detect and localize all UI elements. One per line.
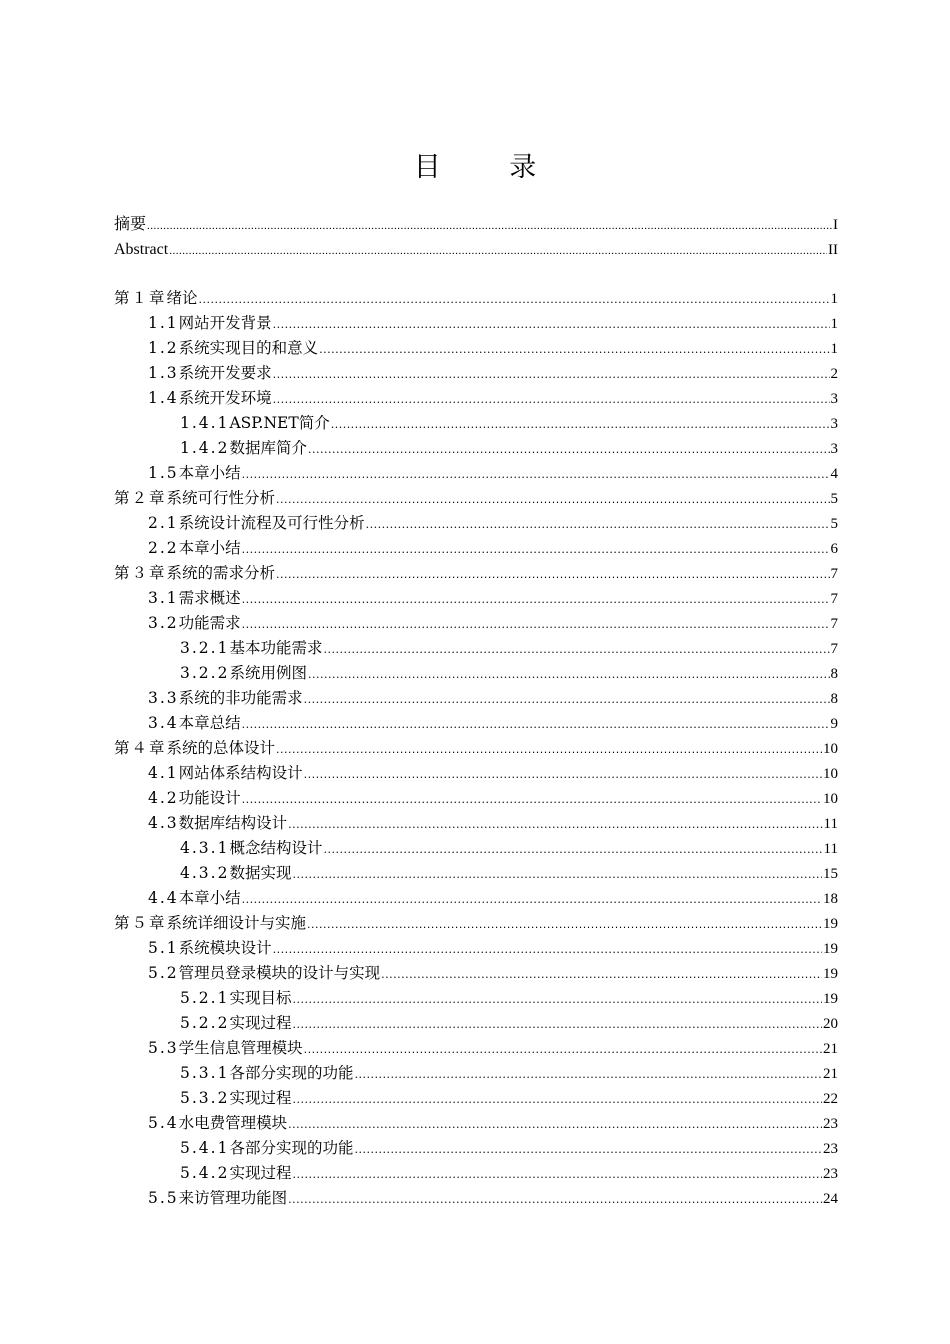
toc-entry-label: 管理员登录模块的设计与实现 <box>178 964 381 982</box>
toc-entry-label: 实现过程 <box>229 1014 292 1032</box>
toc-section[interactable] <box>114 511 838 536</box>
toc-entry-number: 1.2 <box>148 339 179 357</box>
toc-page-number: 9 <box>830 716 838 732</box>
toc-entry-label: 系统用例图 <box>229 664 307 682</box>
toc-entry-number: 4.1 <box>148 764 179 782</box>
toc-entry-number: 5.4 <box>148 1114 179 1132</box>
toc-leader-dots <box>323 837 822 862</box>
toc-entry-label: 系统开发要求 <box>178 364 272 382</box>
toc-entry-number: 5.4.2 <box>180 1164 230 1182</box>
toc-entry-number: 2.1 <box>148 514 179 532</box>
toc-page-number: 6 <box>830 541 838 557</box>
toc-page-number: 10 <box>823 791 838 807</box>
toc-page-number: 3 <box>830 391 838 407</box>
toc-entry-number: 5.3.1 <box>180 1064 230 1082</box>
toc-entry-label: 摘要 <box>114 216 147 233</box>
toc-page-number: 2 <box>830 366 838 382</box>
toc-leader-dots <box>288 1187 822 1212</box>
toc-leader-dots <box>273 937 822 962</box>
toc-entry-number: 4.3 <box>148 814 179 832</box>
toc-leader-dots <box>354 1062 822 1087</box>
toc-leader-dots <box>273 312 830 337</box>
toc-entry-number: 3.3 <box>148 689 179 707</box>
toc-chapter[interactable] <box>114 911 838 936</box>
toc-leader-dots <box>169 239 827 264</box>
toc-leader-dots <box>381 962 822 987</box>
toc-leader-dots <box>276 737 822 762</box>
toc-page-number: 11 <box>823 841 838 857</box>
toc-entry-number: 第５章 <box>114 914 167 932</box>
toc-chapter[interactable] <box>114 286 838 311</box>
toc-section[interactable] <box>114 1011 838 1036</box>
toc-page-number: 8 <box>830 666 838 682</box>
toc-entry-label: 系统实现目的和意义 <box>178 339 319 357</box>
toc-page-number: 19 <box>823 991 838 1007</box>
toc-entry-number: 4.3.1 <box>180 839 230 857</box>
toc-entry-label: 本章总结 <box>178 714 241 732</box>
toc-entry-number: 5.3.2 <box>180 1089 230 1107</box>
toc-leader-dots <box>308 662 830 687</box>
toc-section[interactable] <box>114 861 838 886</box>
toc-entry-label: 本章小结 <box>178 464 241 482</box>
toc-entry-number: 第２章 <box>114 489 167 507</box>
toc-section[interactable] <box>114 1086 838 1111</box>
toc-entry-label: 功能设计 <box>178 789 241 807</box>
toc-page-number: 1 <box>830 341 838 357</box>
toc-entry-number: 第１章 <box>114 289 167 307</box>
toc-chapter[interactable] <box>114 561 838 586</box>
toc-entry-label: 系统详细设计与实施 <box>166 914 307 932</box>
toc-section[interactable] <box>114 611 838 636</box>
toc-section[interactable] <box>114 361 838 386</box>
toc-entry-label: 来访管理功能图 <box>178 1189 288 1207</box>
toc-section[interactable] <box>114 461 838 486</box>
toc-page-number: 1 <box>830 316 838 332</box>
toc-page-number: 21 <box>823 1041 838 1057</box>
toc-page-number: 11 <box>823 816 838 832</box>
toc-entry-number: 1.5 <box>148 464 179 482</box>
toc-chapter[interactable] <box>114 486 838 511</box>
toc-leader-dots <box>331 412 830 437</box>
toc-entry-label: 系统设计流程及可行性分析 <box>178 514 365 532</box>
toc-section[interactable] <box>114 1036 838 1061</box>
toc-entry-number: 3.4 <box>148 714 179 732</box>
toc-entry-label: ASP.NET简介 <box>229 414 330 432</box>
toc-leader-dots <box>276 562 829 587</box>
toc-entry-number: 3.2 <box>148 614 179 632</box>
toc-entry-label: 系统的需求分析 <box>166 564 276 582</box>
toc-entry-label: 功能需求 <box>178 614 241 632</box>
toc-page-number: 10 <box>823 766 838 782</box>
toc-entry-label: 概念结构设计 <box>229 839 323 857</box>
toc-entry-number: 5.1 <box>148 939 179 957</box>
toc-section[interactable] <box>114 636 838 661</box>
toc-entry-number: 5.4.1 <box>180 1139 230 1157</box>
toc-page-number: II <box>828 242 838 258</box>
toc-section[interactable] <box>114 411 838 436</box>
toc-entry-number: 第３章 <box>114 564 167 582</box>
toc-leader-dots <box>307 912 822 937</box>
toc-entry-label: 本章小结 <box>178 539 241 557</box>
toc-page-number: 7 <box>830 641 838 657</box>
toc-leader-dots <box>199 287 830 312</box>
toc-entry-label: 系统的非功能需求 <box>178 689 303 707</box>
toc-page-number: 8 <box>830 691 838 707</box>
toc-entry-number: 1.4.2 <box>180 439 230 457</box>
toc-entry-label: 数据实现 <box>229 864 292 882</box>
toc-page-number: 7 <box>830 616 838 632</box>
toc-entry-number: 3.2.2 <box>180 664 230 682</box>
toc-entry-label: 实现过程 <box>229 1164 292 1182</box>
toc-section[interactable] <box>114 761 838 786</box>
toc-entry-number: 4.2 <box>148 789 179 807</box>
toc-entry-label: 实现过程 <box>229 1089 292 1107</box>
toc-list <box>114 212 838 1211</box>
toc-page-number: 22 <box>823 1091 838 1107</box>
toc-leader-dots <box>292 1012 822 1037</box>
toc-section[interactable] <box>114 436 838 461</box>
toc-entry-number: 5.2.1 <box>180 989 230 1007</box>
toc-leader-dots <box>366 512 830 537</box>
toc-entry-label: 本章小结 <box>178 889 241 907</box>
toc-section[interactable] <box>114 386 838 411</box>
toc-section[interactable] <box>114 961 838 986</box>
toc-chapter[interactable] <box>114 736 838 761</box>
toc-page-number: 5 <box>830 516 838 532</box>
toc-entry-label: 系统可行性分析 <box>166 489 276 507</box>
toc-leader-dots <box>273 387 830 412</box>
toc-entry-label: 绪论 <box>166 289 198 307</box>
toc-entry-number: 3.2.1 <box>180 639 230 657</box>
toc-entry-label: 网站体系结构设计 <box>178 764 303 782</box>
toc-section[interactable] <box>114 661 838 686</box>
toc-page-number: 19 <box>823 941 838 957</box>
toc-page-number: 3 <box>830 441 838 457</box>
toc-page-number: 7 <box>830 566 838 582</box>
toc-leader-dots <box>273 362 830 387</box>
toc-page-number: 19 <box>823 916 838 932</box>
toc-leader-dots <box>242 612 830 637</box>
toc-leader-dots <box>292 862 822 887</box>
toc-entry-label: 各部分实现的功能 <box>229 1139 354 1157</box>
toc-leader-dots <box>292 1087 822 1112</box>
toc-entry-label: 各部分实现的功能 <box>229 1064 354 1082</box>
toc-section[interactable] <box>114 1161 838 1186</box>
toc-leader-dots <box>308 437 830 462</box>
toc-entry-number: 2.2 <box>148 539 179 557</box>
toc-section[interactable] <box>114 336 838 361</box>
toc-section[interactable] <box>114 986 838 1011</box>
toc-leader-dots <box>304 1037 822 1062</box>
toc-page-number: 23 <box>823 1141 838 1157</box>
toc-entry-label: 基本功能需求 <box>229 639 323 657</box>
toc-entry-number: 1.3 <box>148 364 179 382</box>
toc-section[interactable] <box>114 836 838 861</box>
toc-entry-number: 4.4 <box>148 889 179 907</box>
toc-leader-dots <box>304 687 830 712</box>
toc-entry-number: 第４章 <box>114 739 167 757</box>
toc-entry-number: 1.4 <box>148 389 179 407</box>
toc-page-number: 24 <box>823 1191 838 1207</box>
toc-entry-label: 系统的总体设计 <box>166 739 276 757</box>
toc-leader-dots <box>276 487 829 512</box>
toc-leader-dots <box>242 462 830 487</box>
toc-page-number: 21 <box>823 1066 838 1082</box>
toc-page-number: 23 <box>823 1116 838 1132</box>
toc-entry-front[interactable] <box>114 237 838 262</box>
toc-entry-label: 需求概述 <box>178 589 241 607</box>
toc-entry-number: 5.2 <box>148 964 179 982</box>
toc-entry-label: 数据库简介 <box>229 439 307 457</box>
toc-leader-dots <box>242 537 830 562</box>
toc-leader-dots <box>242 787 822 812</box>
toc-leader-dots <box>323 637 829 662</box>
toc-page-number: 3 <box>830 416 838 432</box>
toc-leader-dots <box>288 812 822 837</box>
toc-leader-dots <box>242 887 822 912</box>
toc-entry-number: 1.4.1 <box>180 414 230 432</box>
toc-leader-dots <box>288 1112 822 1137</box>
toc-page-number: 19 <box>823 966 838 982</box>
toc-section[interactable] <box>114 1186 838 1211</box>
toc-page-number: 5 <box>830 491 838 507</box>
toc-section[interactable] <box>114 311 838 336</box>
toc-entry-label: 数据库结构设计 <box>178 814 288 832</box>
toc-entry-front[interactable] <box>114 212 838 237</box>
toc-leader-dots <box>319 337 829 362</box>
toc-entry-number: 4.3.2 <box>180 864 230 882</box>
toc-leader-dots <box>242 712 830 737</box>
toc-entry-label: 系统模块设计 <box>178 939 272 957</box>
toc-leader-dots <box>354 1137 822 1162</box>
toc-section[interactable] <box>114 936 838 961</box>
toc-section[interactable] <box>114 711 838 736</box>
toc-entry-label: Abstract <box>114 241 169 258</box>
toc-entry-label: 水电费管理模块 <box>178 1114 288 1132</box>
toc-page-number: 15 <box>823 866 838 882</box>
toc-section[interactable] <box>114 1061 838 1086</box>
toc-page-number: I <box>833 217 838 233</box>
toc-title: 目 录 <box>413 152 567 183</box>
toc-entry-label: 实现目标 <box>229 989 292 1007</box>
toc-section[interactable] <box>114 686 838 711</box>
toc-page-number: 7 <box>830 591 838 607</box>
toc-page-number: 4 <box>830 466 838 482</box>
toc-section[interactable] <box>114 1136 838 1161</box>
toc-page-number: 23 <box>823 1166 838 1182</box>
toc-section[interactable] <box>114 586 838 611</box>
toc-section[interactable] <box>114 1111 838 1136</box>
toc-page-number: 1 <box>830 291 838 307</box>
toc-leader-dots <box>292 987 822 1012</box>
toc-entry-number: 1.1 <box>148 314 179 332</box>
toc-section[interactable] <box>114 886 838 911</box>
toc-section[interactable] <box>114 811 838 836</box>
toc-entry-number: 5.2.2 <box>180 1014 230 1032</box>
toc-page-number: 10 <box>823 741 838 757</box>
toc-entry-label: 学生信息管理模块 <box>178 1039 303 1057</box>
toc-page-number: 20 <box>823 1016 838 1032</box>
toc-entry-number: 3.1 <box>148 589 179 607</box>
toc-entry-label: 网站开发背景 <box>178 314 272 332</box>
toc-entry-number: 5.3 <box>148 1039 179 1057</box>
toc-section[interactable] <box>114 536 838 561</box>
toc-entry-label: 系统开发环境 <box>178 389 272 407</box>
toc-section[interactable] <box>114 786 838 811</box>
toc-entry-number: 5.5 <box>148 1189 179 1207</box>
toc-page-number: 18 <box>823 891 838 907</box>
toc-leader-dots <box>292 1162 822 1187</box>
toc-leader-dots <box>242 587 830 612</box>
toc-leader-dots <box>304 762 822 787</box>
toc-leader-dots <box>147 214 832 239</box>
